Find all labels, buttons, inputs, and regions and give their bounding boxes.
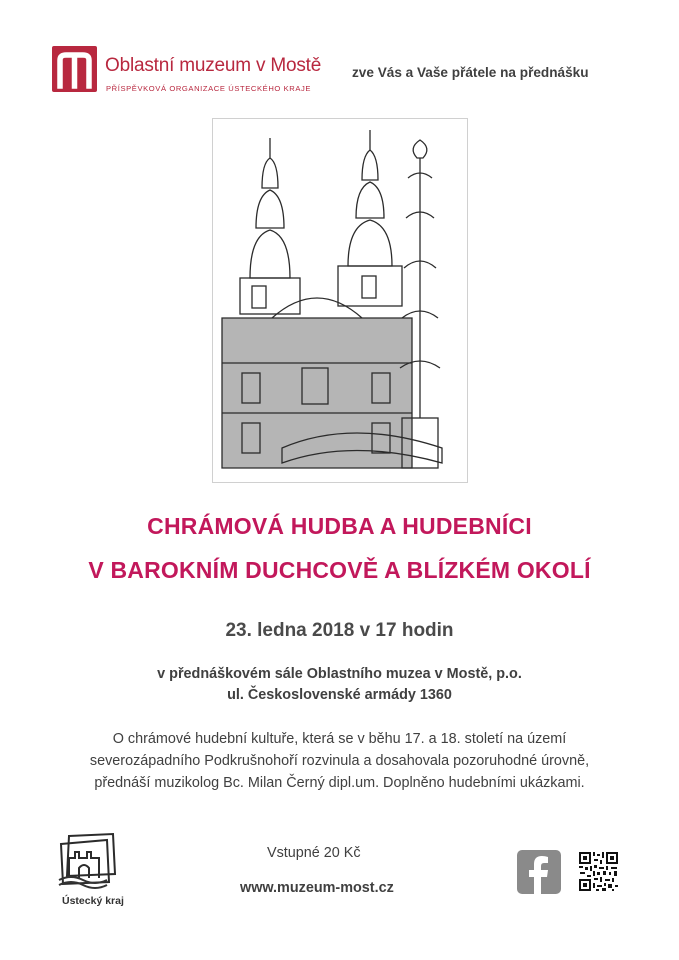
event-title-line2: V BAROKNÍM DUCHCOVĚ A BLÍZKÉM OKOLÍ — [88, 557, 591, 583]
region-name: Ústecký kraj — [62, 895, 124, 907]
ustecky-kraj-logo-icon — [55, 828, 121, 890]
invitation-text: zve Vás a Vaše přátele na přednášku — [352, 65, 589, 80]
description-line2: severozápadního Podkrušnohoří rozvinula a dosahovala pozoruhodné úrovně, — [89, 753, 590, 769]
qr-code-icon — [578, 851, 619, 892]
facebook-icon[interactable] — [517, 850, 561, 894]
venue-line1: v přednáškovém sále Oblastního muzea v Mostě, p.o. — [157, 666, 522, 682]
church-illustration — [212, 118, 468, 483]
admission-price: Vstupné 20 Kč — [267, 845, 361, 861]
website-link[interactable]: www.muzeum-most.cz — [240, 880, 394, 896]
museum-name: Oblastní muzeum v Mostě — [105, 55, 322, 76]
event-date: 23. ledna 2018 v 17 hodin — [225, 620, 454, 641]
description-line3: přednáší muzikolog Bc. Milan Černý dipl.um. Doplněno hudebními ukázkami. — [94, 775, 585, 791]
venue-line2: ul. Československé armády 1360 — [227, 687, 452, 703]
museum-logo-icon — [52, 46, 97, 92]
museum-subtitle: PŘÍSPĚVKOVÁ ORGANIZACE ÚSTECKÉHO KRAJE — [106, 84, 312, 93]
description-line1: O chrámové hudební kultuře, která se v běhu 17. a 18. století na území — [112, 731, 567, 747]
event-title-line1: CHRÁMOVÁ HUDBA A HUDEBNÍCI — [147, 513, 532, 539]
